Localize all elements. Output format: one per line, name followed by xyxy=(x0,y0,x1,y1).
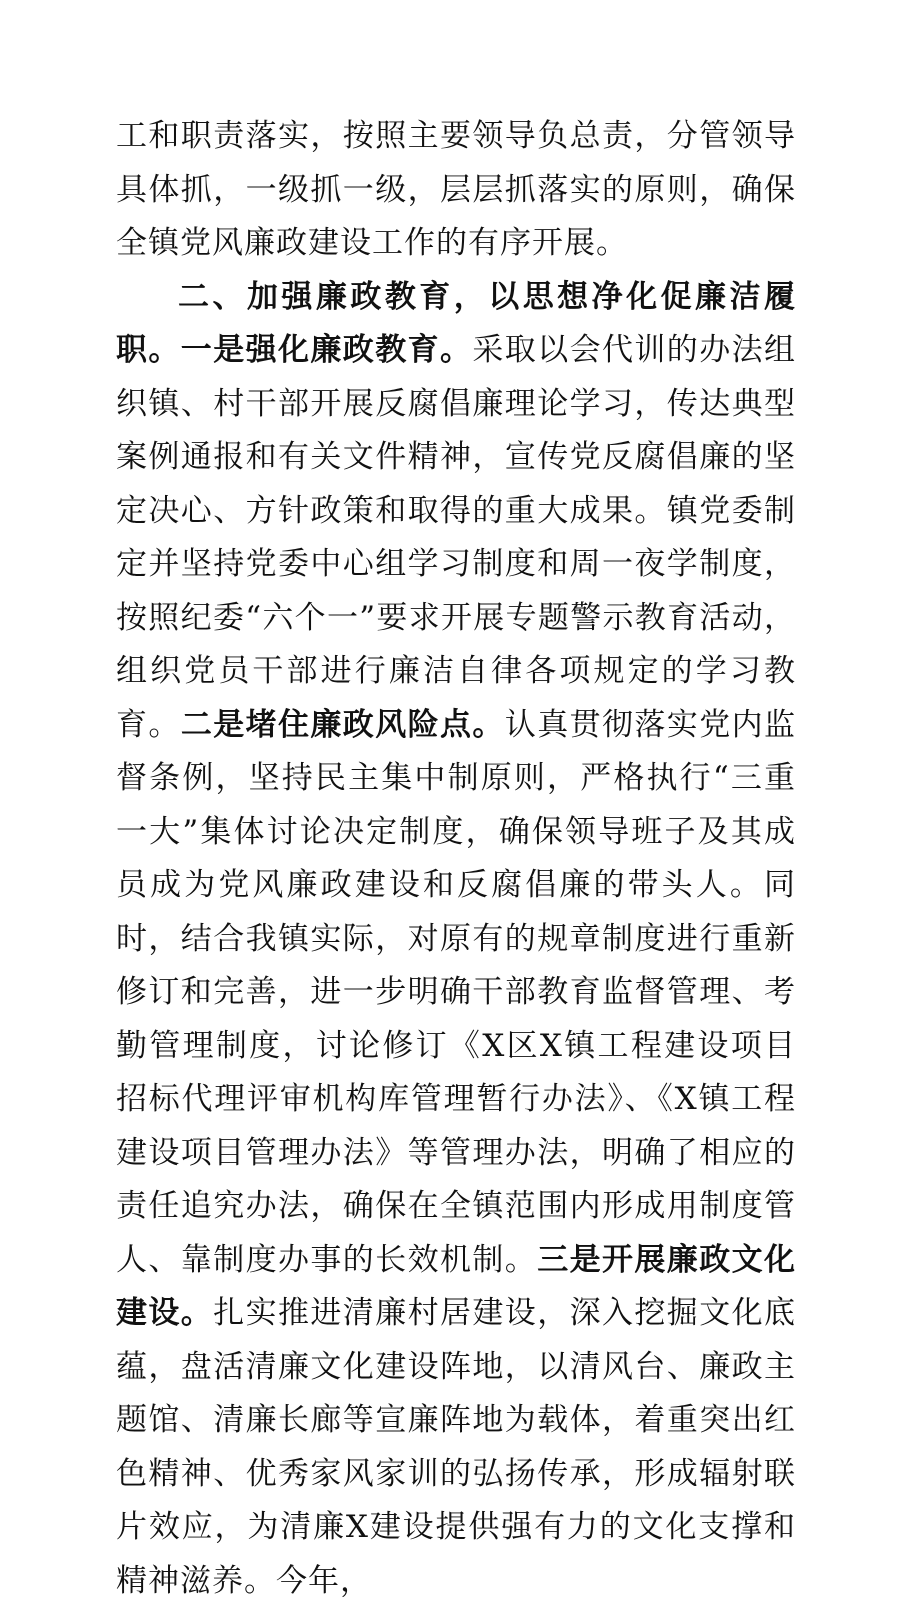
document-page xyxy=(116,110,796,1608)
paragraph-2 xyxy=(116,271,796,1608)
paragraph-2-text-c: 扎实推进清廉村居建设，深入挖掘文化底蕴，盘活清廉文化建设阵地，以清风台、廉政主题馆、清廉长廊等宣廉阵地为载体，着重突出红色精神、优秀家风家训的弘扬传承，形成辐射联片效应，为清廉X建设提供强有力的文化支撑和精神滋养。今年， xyxy=(116,1295,796,1599)
paragraph-2-text-b: 认真贯彻落实党内监督条例，坚持民主集中制原则，严格执行“三重一大”集体讨论决定制度，确保领导班子及其成员成为党风廉政建设和反腐倡廉的带头人。同时，结合我镇实际，对原有的规章制度进行重新修订和完善，进一步明确干部教育监督管理、考勤管理制度，讨论修订《X区X镇工程建设项目招标代理评审机构库管理暂行办法》、《X镇工程建设项目管理办法》等管理办法，明确了相应的责任追究办法，确保在全镇范围内形成用制度管人、靠制度办事的长效机制。 xyxy=(116,707,796,1278)
point-two-heading: 二是堵住廉政风险点。 xyxy=(181,707,505,743)
paragraph-1-text: 工和职责落实，按照主要领导负总责，分管领导具体抓，一级抓一级，层层抓落实的原则，确保全镇党风廉政建设工作的有序开展。 xyxy=(116,118,796,261)
paragraph-2-text-a: 采取以会代训的办法组织镇、村干部开展反腐倡廉理论学习，传达典型案例通报和有关文件精神，宣传党反腐倡廉的坚定决心、方针政策和取得的重大成果。镇党委制定并坚持党委中心组学习制度和周一夜学制度，按照纪委“六个一”要求开展专题警示教育活动，组织党员干部进行廉洁自律各项规定的学习教育。 xyxy=(116,332,796,743)
section-heading: 二、加强廉政教育，以思想净化促廉洁履职。一是强化廉政教育。 xyxy=(116,279,796,369)
paragraph-1 xyxy=(116,110,796,271)
point-three-heading: 三是开展廉政文化建设。 xyxy=(116,1242,796,1332)
